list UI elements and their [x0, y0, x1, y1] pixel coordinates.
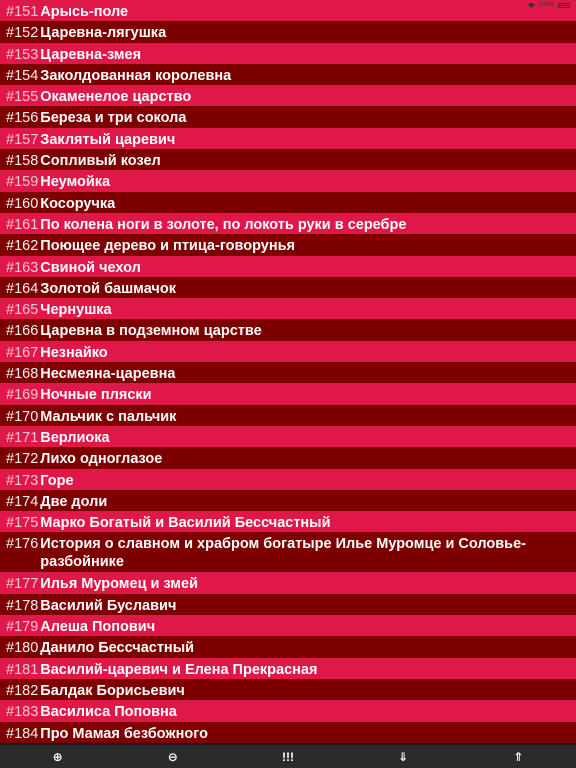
- list-item[interactable]: [0, 532, 576, 572]
- list-item[interactable]: [0, 700, 576, 721]
- tale-title: Мальчик с пальчик: [40, 408, 177, 425]
- tale-title: Заклятый царевич: [40, 131, 176, 148]
- tale-title: Косоручка: [40, 195, 116, 212]
- list-item[interactable]: [0, 722, 576, 743]
- tale-number: #170: [6, 408, 39, 425]
- tale-number: #166: [6, 323, 39, 340]
- tale-number: #176: [6, 536, 39, 553]
- battery-percent: 100%: [538, 2, 554, 8]
- tale-number: #171: [6, 429, 39, 446]
- zoom-in-button[interactable]: [38, 745, 78, 768]
- tale-title: Незнайко: [40, 344, 108, 361]
- tale-number: #157: [6, 131, 39, 148]
- tale-title: Ночные пляски: [40, 387, 152, 404]
- tale-number: #161: [6, 216, 39, 233]
- list-item[interactable]: [0, 341, 576, 362]
- list-item[interactable]: [0, 490, 576, 511]
- tale-title: Царевна-лягушка: [40, 25, 167, 42]
- zoom-out-button[interactable]: [153, 745, 193, 768]
- list-item[interactable]: [0, 298, 576, 319]
- list-item[interactable]: [0, 636, 576, 657]
- list-item[interactable]: [0, 85, 576, 106]
- tale-number: #159: [6, 174, 39, 191]
- bookmarks-button[interactable]: [268, 745, 308, 768]
- tale-title: Береза и три сокола: [40, 110, 187, 127]
- tale-title: Две доли: [40, 493, 108, 510]
- tale-number: #153: [6, 46, 39, 63]
- tale-number: #179: [6, 619, 39, 636]
- tale-title: Окаменелое царство: [40, 89, 192, 106]
- tale-title: Несмеяна-царевна: [40, 366, 176, 383]
- scroll-up-button[interactable]: [498, 745, 538, 768]
- tale-title: Лихо одноглазое: [40, 451, 163, 468]
- tale-number: #173: [6, 472, 39, 489]
- arrow-down-icon: ⇓: [398, 749, 409, 764]
- tale-title: Илья Муромец и змей: [40, 576, 199, 593]
- tale-number: #168: [6, 366, 39, 383]
- tale-number: #167: [6, 344, 39, 361]
- tale-title: История о славном и храбром богатыре Илье Муромце и Соловье-разбойнике: [40, 536, 526, 571]
- list-item[interactable]: [0, 511, 576, 532]
- tale-number: #156: [6, 110, 39, 127]
- list-item[interactable]: [0, 594, 576, 615]
- tale-number: #163: [6, 259, 39, 276]
- tale-title: Поющее дерево и птица-говорунья: [40, 238, 295, 255]
- tale-title: Василий-царевич и Елена Прекрасная: [40, 661, 318, 678]
- scroll-down-button[interactable]: [383, 745, 423, 768]
- exclamation-icon: !!!: [281, 749, 294, 764]
- list-item[interactable]: [0, 469, 576, 490]
- list-item[interactable]: [0, 234, 576, 255]
- list-item[interactable]: [0, 106, 576, 127]
- list-item[interactable]: [0, 319, 576, 340]
- tale-number: #182: [6, 682, 39, 699]
- list-item[interactable]: [0, 277, 576, 298]
- tale-number: #175: [6, 515, 39, 532]
- arrow-up-icon: ⇑: [513, 749, 524, 764]
- tale-title: Свиной чехол: [40, 259, 141, 276]
- tale-title: Царевна-змея: [40, 46, 142, 63]
- tale-title: Данило Бессчастный: [40, 640, 194, 657]
- tale-title: Горе: [40, 472, 74, 489]
- tale-number: #162: [6, 238, 39, 255]
- tale-title: Неумойка: [40, 174, 111, 191]
- tale-title: Сопливый козел: [40, 153, 161, 170]
- tale-title: Василиса Поповна: [40, 704, 177, 721]
- list-item[interactable]: [0, 679, 576, 700]
- tale-title: Арысь-поле: [40, 4, 129, 20]
- tale-number: #180: [6, 640, 39, 657]
- list-item[interactable]: [0, 192, 576, 213]
- tale-number: #174: [6, 493, 39, 510]
- list-item[interactable]: [0, 658, 576, 679]
- zoom-out-icon: ⊖: [167, 749, 178, 764]
- tale-number: #154: [6, 67, 39, 84]
- tale-title: Балдак Борисьевич: [40, 682, 185, 699]
- zoom-in-icon: ⊕: [52, 749, 63, 764]
- list-item[interactable]: [0, 362, 576, 383]
- tale-number: #172: [6, 451, 39, 468]
- list-item[interactable]: [0, 64, 576, 85]
- tale-number: #181: [6, 661, 39, 678]
- tale-number: #160: [6, 195, 39, 212]
- list-item[interactable]: [0, 21, 576, 42]
- tale-number: #178: [6, 597, 39, 614]
- list-item[interactable]: [0, 447, 576, 468]
- tale-number: #151: [6, 4, 39, 20]
- tale-title: Василий Буславич: [40, 597, 177, 614]
- tale-number: #177: [6, 576, 39, 593]
- tale-title: Про Мамая безбожного: [40, 725, 208, 742]
- tale-title: Царевна в подземном царстве: [40, 323, 262, 340]
- bottom-toolbar: [0, 745, 576, 768]
- tale-number: #184: [6, 725, 39, 742]
- tale-number: #169: [6, 387, 39, 404]
- tale-title: Золотой башмачок: [40, 280, 176, 297]
- list-item[interactable]: [0, 383, 576, 404]
- tale-title: Алеша Попович: [40, 619, 156, 636]
- tale-number: #158: [6, 153, 39, 170]
- tale-number: #152: [6, 25, 39, 42]
- list-item[interactable]: [0, 256, 576, 277]
- list-item[interactable]: [0, 149, 576, 170]
- list-item[interactable]: [0, 0, 576, 21]
- tale-title: Верлиока: [40, 429, 110, 446]
- list-item[interactable]: [0, 170, 576, 191]
- tale-title: По колена ноги в золоте, по локоть руки в серебре: [40, 216, 407, 233]
- tale-title: Чернушка: [40, 302, 112, 319]
- tale-number: #165: [6, 302, 39, 319]
- tale-title: Заколдованная королевна: [40, 67, 232, 84]
- tale-title: Марко Богатый и Василий Бессчастный: [40, 515, 331, 532]
- list-item[interactable]: [0, 128, 576, 149]
- list-item[interactable]: [0, 213, 576, 234]
- tale-number: #155: [6, 89, 39, 106]
- tale-number: #164: [6, 280, 39, 297]
- list-item[interactable]: [0, 426, 576, 447]
- list-item[interactable]: [0, 405, 576, 426]
- tale-number: #183: [6, 704, 39, 721]
- list-item[interactable]: [0, 615, 576, 636]
- list-item[interactable]: [0, 43, 576, 64]
- list-item[interactable]: [0, 572, 576, 593]
